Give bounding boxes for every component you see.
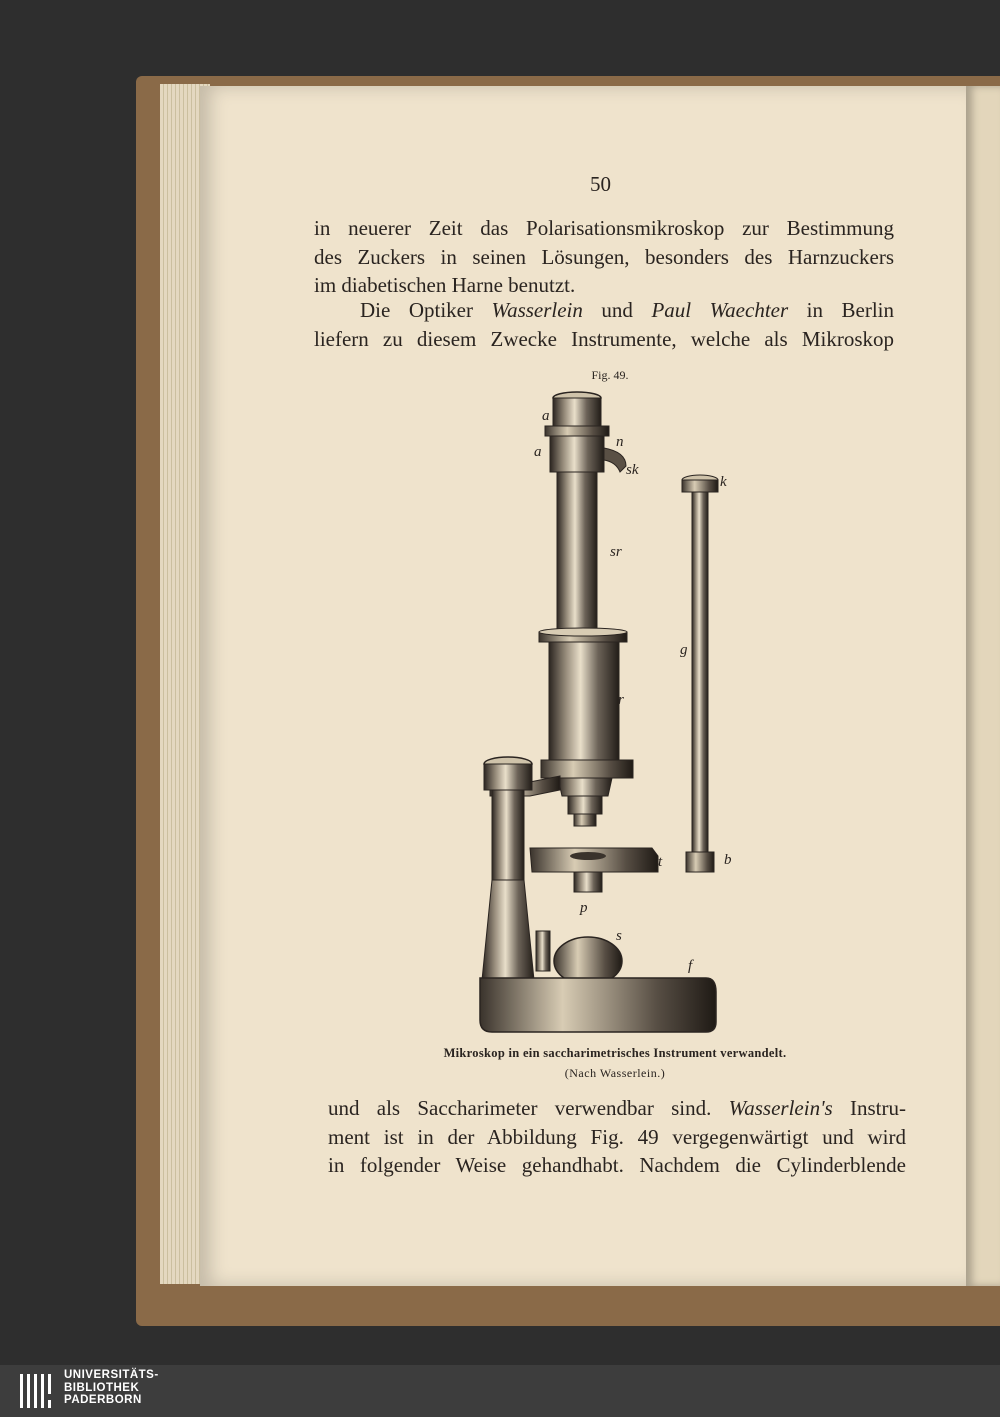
library-name (64, 1369, 159, 1407)
library-name-line: PADERBORN (64, 1394, 142, 1406)
person-name: Paul Waechter (651, 298, 789, 322)
figure-letter: a (534, 444, 542, 460)
facing-page-edge (966, 86, 1000, 1286)
figure-letter: sk (626, 462, 639, 478)
page-number: 50 (590, 172, 611, 196)
text-line: ment ist in der Abbildung Fig. 49 vergegenwärtigt und wird (328, 1124, 906, 1149)
library-name-line: UNIVERSITÄTS- (64, 1369, 159, 1381)
text-line: in folgender Weise gehandhabt. Nachdem die Cylinderblende (328, 1153, 906, 1177)
figure-letter: k (720, 474, 727, 490)
library-logo-icon (18, 1372, 58, 1412)
text-line: im diabetischen Harne benutzt. (314, 273, 576, 297)
figure-source: (Nach Wasserlein.) (564, 1066, 666, 1080)
figure-label: Fig. 49. (591, 368, 629, 382)
text-span: und (582, 298, 652, 322)
text-line: liefern zu diesem Zwecke Instrumente, welche als Mikroskop (314, 326, 894, 351)
figure-caption: Mikroskop in ein saccharimetrisches Instrument verwandelt. (443, 1046, 787, 1060)
figure-letter: n (616, 434, 624, 450)
paragraph-2 (314, 296, 894, 353)
figure-letter: b (724, 852, 732, 868)
figure-letter: f (688, 958, 693, 974)
figure-letter: s (616, 928, 622, 944)
paragraph-3 (328, 1094, 906, 1180)
paragraph-1 (314, 214, 894, 300)
text-span: in Berlin (788, 298, 895, 322)
text-line: in neuerer Zeit das Polarisationsmikroskop zur Bestimmung (314, 216, 894, 240)
figure-letter: g (680, 642, 688, 658)
text-line: des Zuckers in seinen Lösungen, besonders des Harnzuckers (314, 244, 894, 269)
library-name-line: BIBLIOTHEK (64, 1381, 140, 1394)
person-name: Wasserlein (491, 298, 583, 322)
microscope-illustration (470, 386, 760, 1046)
text-span: Die Optiker (360, 298, 492, 322)
text-span: und als Saccharimeter verwendbar sind. (328, 1096, 729, 1120)
text-span: Instru- (832, 1096, 906, 1120)
text-line (314, 296, 894, 325)
figure-letter: t (658, 854, 663, 870)
figure-letter: a (542, 408, 550, 424)
person-name: Wasserlein's (728, 1096, 833, 1120)
figure-letter: sr (610, 544, 622, 560)
figure-letter: p (580, 900, 588, 916)
figure-letter: r (618, 692, 624, 708)
text-line (328, 1094, 906, 1123)
